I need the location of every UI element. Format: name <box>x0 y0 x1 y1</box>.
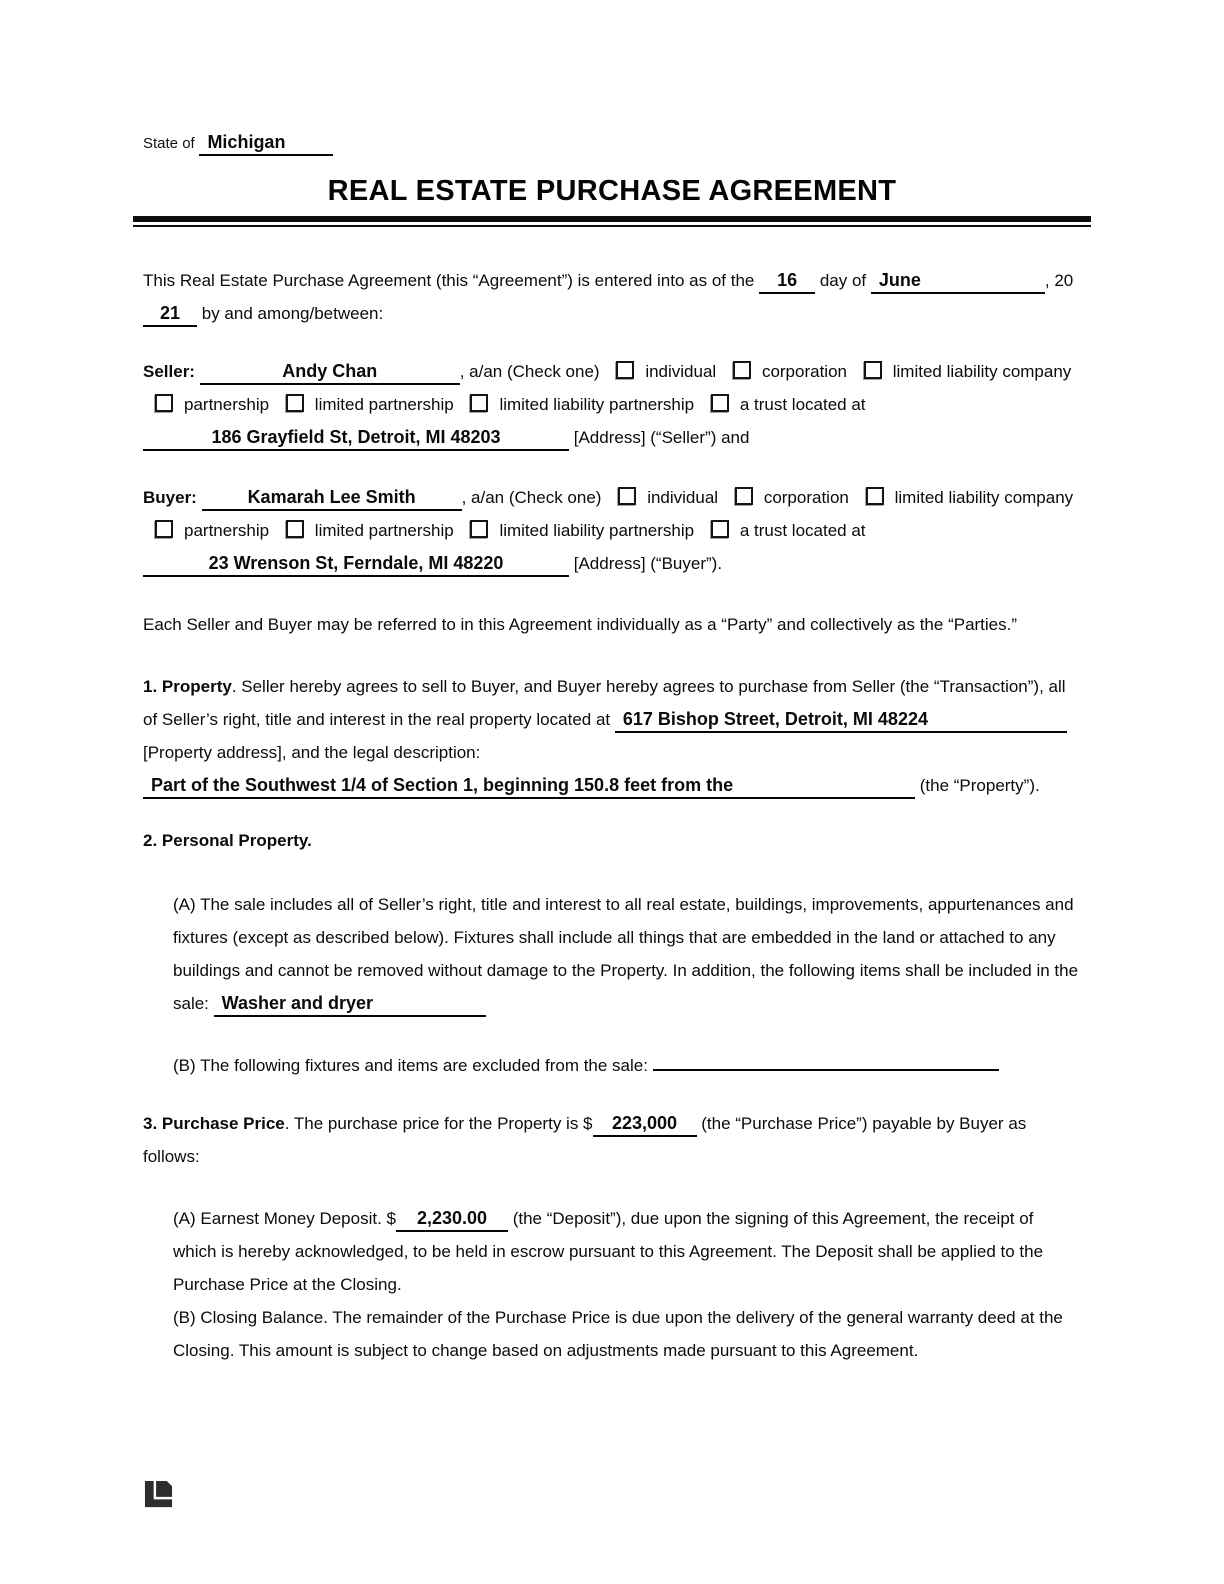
buyer-check-one-text: , a/an (Check one) <box>461 488 602 507</box>
seller-checkbox-partnership[interactable] <box>155 394 173 412</box>
intro-tail-text: by and among/between: <box>201 304 384 323</box>
seller-address-suffix-text: [Address] (“Seller”) and <box>573 428 750 447</box>
state-field[interactable]: Michigan <box>199 130 333 156</box>
seller-name-field[interactable]: Andy Chan <box>200 359 460 385</box>
buyer-checkbox-llc[interactable] <box>866 487 884 505</box>
seller-option-label-individual: individual <box>645 362 717 381</box>
seller-checkbox-corporation[interactable] <box>733 361 751 379</box>
section3-heading: 3. Purchase Price <box>143 1114 285 1133</box>
seller-checkbox-llp[interactable] <box>470 394 488 412</box>
property-address-field[interactable]: 617 Bishop Street, Detroit, MI 48224 <box>615 707 1067 733</box>
seller-option-label-llc: limited liability company <box>892 362 1072 381</box>
buyer-address-field[interactable]: 23 Wrenson St, Ferndale, MI 48220 <box>143 551 569 577</box>
page-title: REAL ESTATE PURCHASE AGREEMENT <box>327 175 897 207</box>
section2-a-paragraph <box>173 888 1081 1020</box>
buyer-option-label-llc: limited liability company <box>894 488 1074 507</box>
intro-paragraph <box>143 264 1081 330</box>
seller-option-label-partnership: partnership <box>184 395 270 414</box>
section1-property-suffix-text: (the “Property”). <box>919 776 1040 795</box>
section3-purchase-price <box>143 1107 1081 1173</box>
section1-heading: 1. Property <box>143 677 232 696</box>
seller-checkbox-trust[interactable] <box>711 394 729 412</box>
seller-checkbox-individual[interactable] <box>616 361 634 379</box>
buyer-option-label-trust: a trust <box>739 521 788 540</box>
day-field[interactable]: 16 <box>759 268 815 294</box>
state-of-label: State of <box>143 135 195 152</box>
seller-address-field[interactable]: 186 Grayfield St, Detroit, MI 48203 <box>143 425 569 451</box>
section3-a-tail-text: (the “Deposit”), due upon the signing of this Agreement, the receipt of which is hereby acknowledged, to be held in escrow pursuant to this Agreement. The Deposit shall be applied to the Purchase Price at the Closing. <box>173 1209 1044 1294</box>
legal-description-field[interactable]: Part of the Southwest 1/4 of Section 1, beginning 150.8 feet from the <box>143 773 915 799</box>
section3-a-text: (A) Earnest Money Deposit. $ <box>173 1209 396 1228</box>
buyer-checkbox-corporation[interactable] <box>735 487 753 505</box>
seller-option-label-corporation: corporation <box>761 362 847 381</box>
section3-a-paragraph <box>173 1202 1081 1301</box>
included-items-field[interactable]: Washer and dryer <box>214 991 486 1017</box>
deposit-field[interactable]: 2,230.00 <box>396 1206 508 1232</box>
section3-price-suffix-text: (the “Purchase Price”) payable by Buyer as follows: <box>143 1114 1027 1166</box>
section3-body-text: . The purchase price for the Property is $ <box>284 1114 593 1133</box>
buyer-checkbox-partnership[interactable] <box>155 520 173 538</box>
year-field[interactable]: 21 <box>143 301 197 327</box>
intro-lead-text: This Real Estate Purchase Agreement (this “Agreement”) is entered into as of the <box>143 271 755 290</box>
section1-body-text: . Seller hereby agrees to sell to Buyer, and Buyer hereby agrees to purchase from Seller (the “Transaction”), all of Seller’s right, title and interest in the real property located at <box>143 677 1066 729</box>
seller-located-at-text: located at <box>791 395 866 414</box>
buyer-checkbox-trust[interactable] <box>711 520 729 538</box>
buyer-paragraph <box>143 481 1081 580</box>
buyer-option-label-llp: limited liability partnership <box>499 521 695 540</box>
section3-b-paragraph: (B) Closing Balance. The remainder of the Purchase Price is due upon the delivery of the general warranty deed at the Closing. This amount is subject to change based on adjustments made pursuant to this Agreement. <box>173 1308 1063 1360</box>
month-field[interactable]: June <box>871 268 1045 294</box>
intro-after-day-text: day of <box>819 271 867 290</box>
section2-b-paragraph <box>173 1049 1081 1082</box>
buyer-checkbox-limited-partnership[interactable] <box>286 520 304 538</box>
section2-heading: 2. Personal Property. <box>143 831 312 850</box>
buyer-checkbox-llp[interactable] <box>470 520 488 538</box>
seller-option-label-limited-partnership: limited partnership <box>314 395 454 414</box>
legal-templates-logo <box>143 1479 174 1521</box>
title-divider <box>133 216 1091 227</box>
state-line <box>143 130 1081 157</box>
intro-year-prefix-text: , 20 <box>1044 271 1074 290</box>
seller-checkbox-llc[interactable] <box>864 361 882 379</box>
parties-clause: Each Seller and Buyer may be referred to in this Agreement individually as a “Party” and collectively as the “Parties.” <box>143 615 1018 634</box>
section2-b-text: (B) The following fixtures and items are excluded from the sale: <box>173 1056 648 1075</box>
seller-label: Seller: <box>143 362 195 381</box>
purchase-price-field[interactable]: 223,000 <box>593 1111 697 1137</box>
buyer-checkbox-individual[interactable] <box>618 487 636 505</box>
divider-thin-line <box>133 225 1091 227</box>
excluded-items-field[interactable] <box>653 1069 999 1071</box>
buyer-option-label-limited-partnership: limited partnership <box>314 521 454 540</box>
section1-property <box>143 670 1081 802</box>
seller-check-one-text: , a/an (Check one) <box>459 362 600 381</box>
section1-address-suffix-text: [Property address], and the legal description: <box>143 743 481 762</box>
buyer-label: Buyer: <box>143 488 197 507</box>
seller-checkbox-limited-partnership[interactable] <box>286 394 304 412</box>
seller-option-label-llp: limited liability partnership <box>499 395 695 414</box>
seller-option-label-trust: a trust <box>739 395 788 414</box>
buyer-address-suffix-text: [Address] (“Buyer”). <box>573 554 723 573</box>
buyer-option-label-individual: individual <box>647 488 719 507</box>
section2-a-text: (A) The sale includes all of Seller’s right, title and interest to all real estate, buildings, improvements, appurtenances and fixtures (except as described below). Fixtures shall include all things that are embedded in the land or attached to any buildings and cannot be removed without damage to the Property. In addition, the following items shall be included in the sale: <box>173 895 1079 1013</box>
buyer-option-label-corporation: corporation <box>763 488 849 507</box>
seller-paragraph <box>143 355 1081 454</box>
buyer-option-label-partnership: partnership <box>184 521 270 540</box>
buyer-name-field[interactable]: Kamarah Lee Smith <box>202 485 462 511</box>
buyer-located-at-text: located at <box>791 521 866 540</box>
